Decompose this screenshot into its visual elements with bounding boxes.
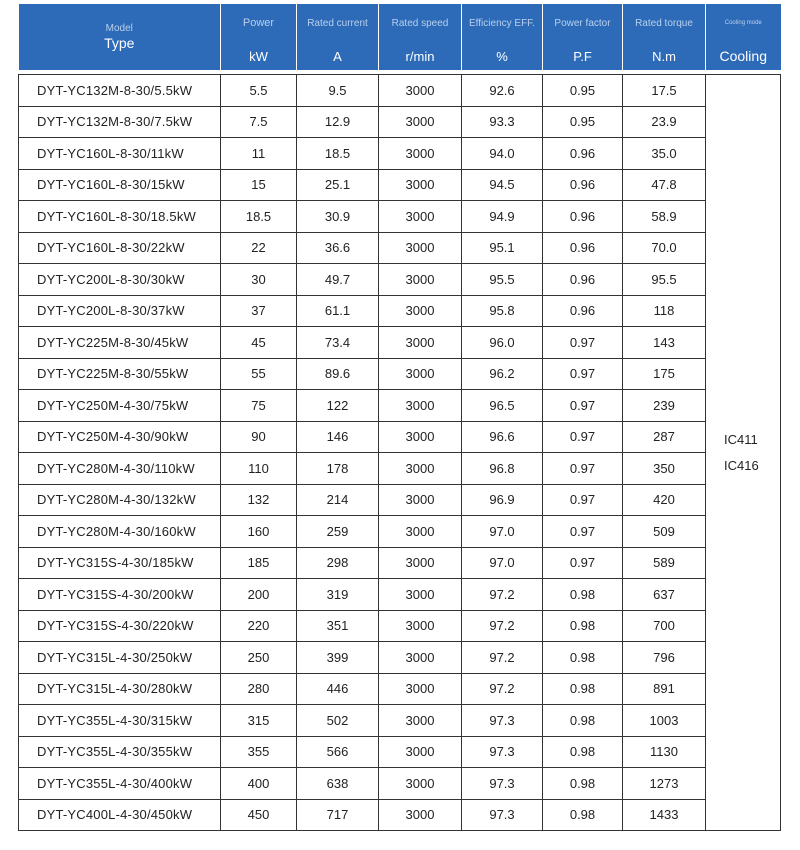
cell-current: 638 [297,768,379,800]
cell-power: 30 [221,264,297,296]
cell-speed: 3000 [379,610,462,642]
cell-model: DYT-YC355L-4-30/355kW [19,736,221,768]
cell-efficiency: 97.3 [462,705,543,737]
cell-power: 400 [221,768,297,800]
cell-cooling [706,75,781,831]
cell-power-factor: 0.98 [543,610,623,642]
header-row-names [19,4,781,42]
cell-efficiency: 96.6 [462,421,543,453]
cell-power: 110 [221,453,297,485]
cell-current: 18.5 [297,138,379,170]
cell-power-factor: 0.98 [543,799,623,831]
cell-current: 49.7 [297,264,379,296]
table-row [19,516,781,548]
cell-power: 185 [221,547,297,579]
table-row [19,264,781,296]
cell-power-factor: 0.98 [543,673,623,705]
cell-model: DYT-YC400L-4-30/450kW [19,799,221,831]
cell-speed: 3000 [379,327,462,359]
cell-power-factor: 0.97 [543,453,623,485]
table-row [19,421,781,453]
cell-current: 25.1 [297,169,379,201]
cell-speed: 3000 [379,390,462,422]
table-row [19,453,781,485]
header-cooling-mode: Cooling mode [706,4,781,42]
cell-speed: 3000 [379,106,462,138]
cell-torque: 95.5 [623,264,706,296]
header-power-factor: Power factor [543,4,623,42]
cell-speed: 3000 [379,264,462,296]
table-row [19,138,781,170]
cell-efficiency: 94.9 [462,201,543,233]
cell-power: 200 [221,579,297,611]
cell-power-factor: 0.97 [543,327,623,359]
cell-model: DYT-YC160L-8-30/11kW [19,138,221,170]
cell-torque: 47.8 [623,169,706,201]
unit-nm: N.m [623,42,706,70]
table-row [19,799,781,831]
cell-model: DYT-YC160L-8-30/18.5kW [19,201,221,233]
cell-torque: 589 [623,547,706,579]
cell-power-factor: 0.96 [543,169,623,201]
unit-kw: kW [221,42,297,70]
table-row [19,610,781,642]
cell-current: 89.6 [297,358,379,390]
cell-current: 36.6 [297,232,379,264]
cell-power: 15 [221,169,297,201]
header-rated-torque: Rated torque [623,4,706,42]
cell-efficiency: 92.6 [462,75,543,107]
cell-power-factor: 0.95 [543,106,623,138]
table-row [19,295,781,327]
cell-torque: 1273 [623,768,706,800]
cell-torque: 239 [623,390,706,422]
header-type-label: Type [104,34,135,51]
cell-speed: 3000 [379,358,462,390]
cell-efficiency: 97.2 [462,610,543,642]
header-model-type [19,4,221,70]
cell-power-factor: 0.96 [543,232,623,264]
cell-power-factor: 0.96 [543,201,623,233]
cell-power-factor: 0.96 [543,138,623,170]
cell-power-factor: 0.95 [543,75,623,107]
cell-power-factor: 0.97 [543,390,623,422]
cell-speed: 3000 [379,201,462,233]
cell-power: 250 [221,642,297,674]
table-row [19,484,781,516]
cooling-value: IC411 [724,431,758,447]
cell-power-factor: 0.97 [543,421,623,453]
cell-speed: 3000 [379,169,462,201]
cell-speed: 3000 [379,232,462,264]
cell-model: DYT-YC160L-8-30/15kW [19,169,221,201]
table-row [19,547,781,579]
cell-power-factor: 0.98 [543,642,623,674]
cell-efficiency: 96.0 [462,327,543,359]
cell-efficiency: 97.2 [462,673,543,705]
cell-model: DYT-YC132M-8-30/7.5kW [19,106,221,138]
cell-speed: 3000 [379,516,462,548]
cell-efficiency: 97.0 [462,547,543,579]
table-row [19,579,781,611]
cell-speed: 3000 [379,421,462,453]
cell-efficiency: 97.2 [462,642,543,674]
cell-speed: 3000 [379,736,462,768]
cell-power-factor: 0.97 [543,547,623,579]
cell-model: DYT-YC280M-4-30/160kW [19,516,221,548]
table-row [19,642,781,674]
cell-efficiency: 95.5 [462,264,543,296]
cell-power: 450 [221,799,297,831]
cell-torque: 891 [623,673,706,705]
cell-torque: 143 [623,327,706,359]
cell-power-factor: 0.98 [543,705,623,737]
cell-current: 12.9 [297,106,379,138]
cell-current: 214 [297,484,379,516]
cell-efficiency: 96.2 [462,358,543,390]
cell-current: 9.5 [297,75,379,107]
unit-pf: P.F [543,42,623,70]
cell-current: 61.1 [297,295,379,327]
cell-torque: 58.9 [623,201,706,233]
cell-current: 146 [297,421,379,453]
table-row [19,390,781,422]
cell-efficiency: 96.9 [462,484,543,516]
cell-speed: 3000 [379,642,462,674]
cell-torque: 118 [623,295,706,327]
unit-cooling: Cooling [706,42,781,70]
cell-model: DYT-YC160L-8-30/22kW [19,232,221,264]
cell-model: DYT-YC280M-4-30/132kW [19,484,221,516]
cell-speed: 3000 [379,799,462,831]
cell-torque: 509 [623,516,706,548]
cell-model: DYT-YC355L-4-30/315kW [19,705,221,737]
cell-torque: 350 [623,453,706,485]
cell-power: 280 [221,673,297,705]
cell-efficiency: 96.8 [462,453,543,485]
cell-power-factor: 0.98 [543,579,623,611]
header-model-label: Model [105,22,133,34]
cell-power-factor: 0.97 [543,516,623,548]
cell-power: 11 [221,138,297,170]
cell-power: 315 [221,705,297,737]
cell-power: 220 [221,610,297,642]
cell-model: DYT-YC250M-4-30/75kW [19,390,221,422]
cell-power: 90 [221,421,297,453]
cell-power: 132 [221,484,297,516]
cell-current: 259 [297,516,379,548]
table-row [19,705,781,737]
cell-efficiency: 94.5 [462,169,543,201]
cell-efficiency: 96.5 [462,390,543,422]
table-row [19,232,781,264]
cell-torque: 1433 [623,799,706,831]
table-row [19,673,781,705]
unit-a: A [297,42,379,70]
header-power: Power [221,4,297,42]
cell-speed: 3000 [379,705,462,737]
cell-model: DYT-YC355L-4-30/400kW [19,768,221,800]
cell-speed: 3000 [379,295,462,327]
cell-model: DYT-YC225M-8-30/55kW [19,358,221,390]
cell-power: 355 [221,736,297,768]
cell-speed: 3000 [379,75,462,107]
cell-current: 351 [297,610,379,642]
cell-power: 75 [221,390,297,422]
cell-power: 5.5 [221,75,297,107]
cell-model: DYT-YC132M-8-30/5.5kW [19,75,221,107]
table-row [19,75,781,107]
cell-torque: 70.0 [623,232,706,264]
cell-torque: 35.0 [623,138,706,170]
cell-current: 73.4 [297,327,379,359]
cell-power: 18.5 [221,201,297,233]
cell-current: 298 [297,547,379,579]
table-header [19,4,781,70]
cell-speed: 3000 [379,579,462,611]
cell-model: DYT-YC280M-4-30/110kW [19,453,221,485]
cell-current: 502 [297,705,379,737]
cell-speed: 3000 [379,673,462,705]
cell-model: DYT-YC225M-8-30/45kW [19,327,221,359]
cell-torque: 700 [623,610,706,642]
cell-efficiency: 94.0 [462,138,543,170]
cell-current: 717 [297,799,379,831]
cell-power: 45 [221,327,297,359]
header-rated-current: Rated current [297,4,379,42]
cell-power: 55 [221,358,297,390]
cell-power: 160 [221,516,297,548]
cell-power-factor: 0.96 [543,264,623,296]
header-efficiency: Efficiency EFF. [462,4,543,42]
cell-torque: 637 [623,579,706,611]
cell-power: 7.5 [221,106,297,138]
cell-speed: 3000 [379,138,462,170]
cell-speed: 3000 [379,547,462,579]
cell-efficiency: 95.8 [462,295,543,327]
cell-model: DYT-YC315S-4-30/200kW [19,579,221,611]
cell-power-factor: 0.98 [543,736,623,768]
unit-percent: % [462,42,543,70]
cell-model: DYT-YC315S-4-30/185kW [19,547,221,579]
cell-torque: 175 [623,358,706,390]
table-row [19,327,781,359]
cell-speed: 3000 [379,453,462,485]
cell-torque: 287 [623,421,706,453]
table-row [19,106,781,138]
cell-power: 22 [221,232,297,264]
table-body [19,70,781,831]
cooling-value: IC416 [724,457,759,473]
cell-power-factor: 0.97 [543,484,623,516]
cell-model: DYT-YC200L-8-30/37kW [19,295,221,327]
cell-current: 399 [297,642,379,674]
cell-efficiency: 95.1 [462,232,543,264]
cell-current: 30.9 [297,201,379,233]
cell-power-factor: 0.97 [543,358,623,390]
cell-current: 566 [297,736,379,768]
cell-current: 122 [297,390,379,422]
cell-model: DYT-YC200L-8-30/30kW [19,264,221,296]
cell-power-factor: 0.96 [543,295,623,327]
cell-current: 319 [297,579,379,611]
cell-efficiency: 97.3 [462,799,543,831]
table-row [19,358,781,390]
motor-spec-table [18,4,781,831]
cell-efficiency: 97.0 [462,516,543,548]
cell-power: 37 [221,295,297,327]
cell-speed: 3000 [379,484,462,516]
table-row [19,736,781,768]
cell-torque: 23.9 [623,106,706,138]
cell-speed: 3000 [379,768,462,800]
table-row [19,768,781,800]
cell-torque: 796 [623,642,706,674]
table-row [19,201,781,233]
cell-efficiency: 97.3 [462,768,543,800]
cell-torque: 1130 [623,736,706,768]
unit-rpm: r/min [379,42,462,70]
cell-current: 178 [297,453,379,485]
cell-model: DYT-YC315L-4-30/250kW [19,642,221,674]
cell-model: DYT-YC250M-4-30/90kW [19,421,221,453]
cell-efficiency: 97.2 [462,579,543,611]
cell-model: DYT-YC315L-4-30/280kW [19,673,221,705]
cell-model: DYT-YC315S-4-30/220kW [19,610,221,642]
cell-efficiency: 97.3 [462,736,543,768]
cell-efficiency: 93.3 [462,106,543,138]
cell-current: 446 [297,673,379,705]
table-row [19,169,781,201]
header-rated-speed: Rated speed [379,4,462,42]
cell-torque: 420 [623,484,706,516]
cell-torque: 17.5 [623,75,706,107]
cell-torque: 1003 [623,705,706,737]
cell-power-factor: 0.98 [543,768,623,800]
